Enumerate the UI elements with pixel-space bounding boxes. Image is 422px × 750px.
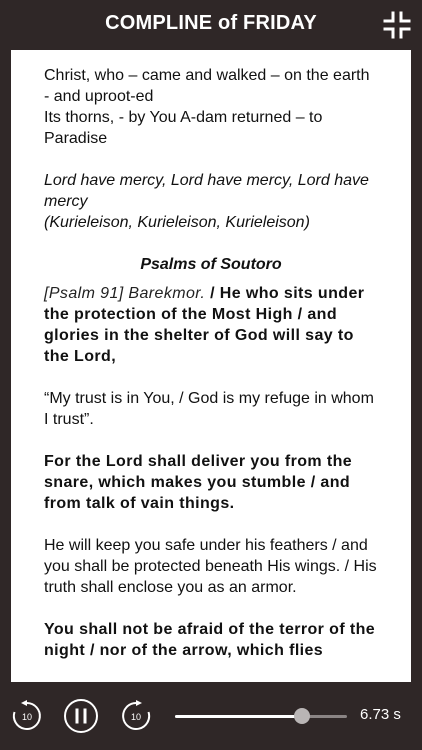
psalm-verse: For the Lord shall deliver you from the snare, which makes you stumble / and from talk of vain things. <box>44 453 353 512</box>
psalm-verse <box>44 283 378 367</box>
section-heading: Psalms of Soutoro <box>140 256 282 273</box>
prayer-text <box>44 65 378 682</box>
kyrie-block <box>44 170 378 233</box>
rewind-button[interactable] <box>11 700 43 732</box>
response-verse: He will keep you safe under his feathers / and you shall be protected beneath His wings. / His truth shall enclose you as an armor. <box>44 537 377 596</box>
pause-icon <box>63 698 99 734</box>
forward-button[interactable] <box>120 700 152 732</box>
collapse-button[interactable] <box>382 10 412 40</box>
forward-seconds-label: 10 <box>130 712 142 722</box>
kyrie-greek-line: (Kurieleison, Kurieleison, Kurieleison) <box>44 214 310 231</box>
kyrie-line: Lord have mercy, Lord have mercy, Lord have mercy <box>44 172 369 210</box>
seek-slider[interactable] <box>175 715 347 718</box>
verse-line: Its thorns, - by You A-dam returned – to Paradise <box>44 109 323 147</box>
verse-line: Christ, who – came and walked – on the earth - and uproot-ed <box>44 67 370 105</box>
collapse-icon <box>382 10 412 40</box>
header-bar <box>0 0 422 50</box>
psalm-verse: You shall not be afraid of the terror of the night / nor of the arrow, which flies <box>44 621 376 659</box>
rewind-10-icon <box>11 700 43 732</box>
pause-button[interactable] <box>63 698 99 734</box>
seek-thumb[interactable] <box>294 708 310 724</box>
forward-10-icon <box>120 700 152 732</box>
page-title: COMPLINE of FRIDAY <box>105 12 317 34</box>
response-verse: “My trust is in You, / God is my refuge in whom I trust”. <box>44 390 374 428</box>
verse-block <box>44 65 378 149</box>
psalm-verse-text: / He who sits under the protection of the Most High / and glories in the shelter of God will say to the Lord, <box>44 285 365 365</box>
rewind-seconds-label: 10 <box>21 712 33 722</box>
audio-player <box>0 682 422 750</box>
seek-progress <box>175 715 302 718</box>
elapsed-time: 6.73 s <box>360 706 401 723</box>
psalm-reference: [Psalm 91] Barekmor. <box>44 285 206 302</box>
reading-pane[interactable] <box>11 50 411 682</box>
